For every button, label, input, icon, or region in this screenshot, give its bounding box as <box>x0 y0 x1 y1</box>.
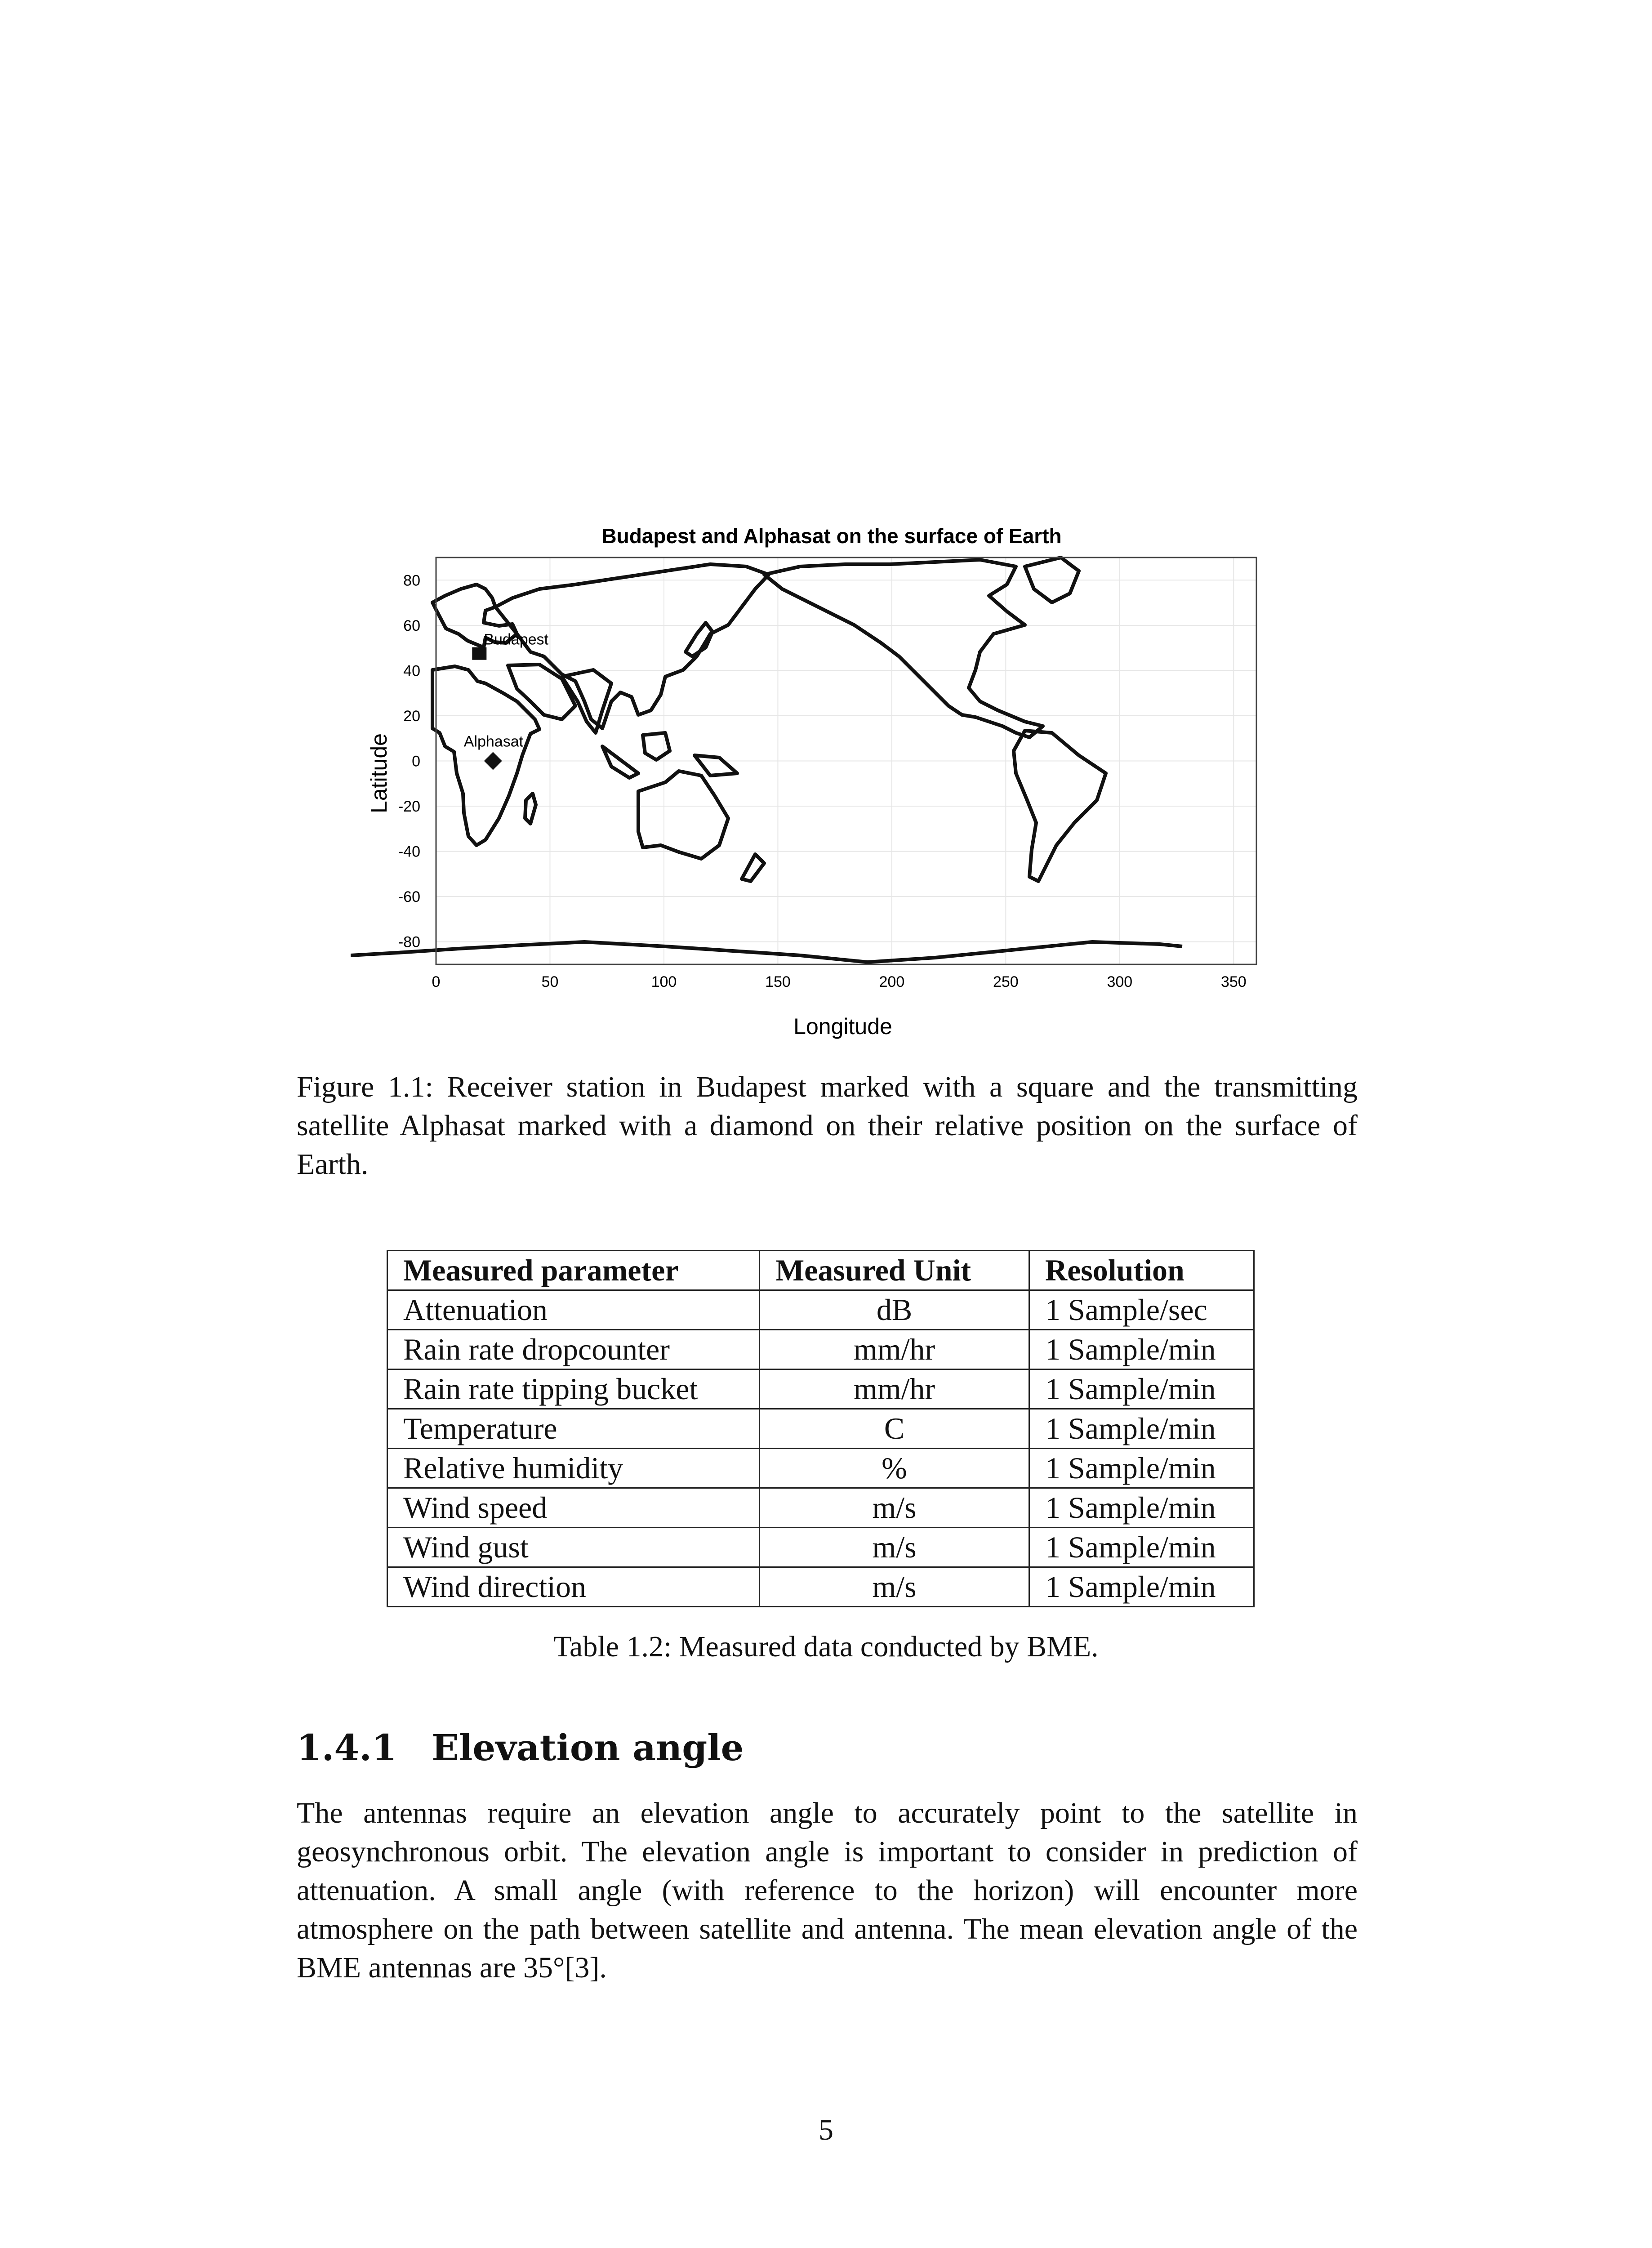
cell-parameter: Attenuation <box>387 1290 760 1330</box>
y-tick-label: -20 <box>398 798 420 816</box>
header-resolution: Resolution <box>1029 1251 1254 1290</box>
page-number: 5 <box>819 2114 833 2146</box>
coast-new-guinea <box>695 755 737 776</box>
y-tick-label: -40 <box>398 843 420 861</box>
cell-parameter: Temperature <box>387 1409 760 1449</box>
cell-resolution: 1 Sample/min <box>1029 1409 1254 1449</box>
coast-arabia <box>508 665 575 719</box>
cell-parameter: Wind direction <box>387 1567 760 1607</box>
header-unit: Measured Unit <box>760 1251 1029 1290</box>
coastlines <box>351 558 1182 962</box>
x-tick-label: 350 <box>1220 973 1247 990</box>
cell-resolution: 1 Sample/min <box>1029 1488 1254 1528</box>
y-tick-label: 80 <box>403 572 420 589</box>
cell-unit: m/s <box>760 1567 1029 1607</box>
cell-resolution: 1 Sample/min <box>1029 1369 1254 1409</box>
table-row <box>387 1369 1254 1409</box>
budapest-label: Budapest <box>484 631 548 648</box>
cell-parameter: Wind gust <box>387 1528 760 1567</box>
alphasat-label: Alphasat <box>463 733 524 750</box>
table-caption: Table 1.2: Measured data conducted by BME. <box>553 1630 1099 1663</box>
y-tick-label: 40 <box>403 662 420 680</box>
section-heading <box>297 1726 744 1769</box>
table-row <box>387 1330 1254 1369</box>
header-parameter: Measured parameter <box>387 1251 760 1290</box>
cell-parameter: Rain rate dropcounter <box>387 1330 760 1369</box>
x-tick-label: 250 <box>993 973 1019 990</box>
cell-parameter: Relative humidity <box>387 1449 760 1488</box>
table-row <box>387 1528 1254 1567</box>
coast-borneo <box>643 733 670 760</box>
budapest-square-marker <box>472 647 486 660</box>
coast-japan <box>686 623 712 656</box>
y-tick-label: 20 <box>403 707 420 725</box>
table-header-row <box>387 1251 1254 1290</box>
section-number: 1.4.1 <box>297 1726 397 1769</box>
measured-data-table <box>387 1250 1255 1607</box>
grid <box>436 558 1256 964</box>
cell-resolution: 1 Sample/min <box>1029 1567 1254 1607</box>
map-chart <box>351 522 1259 1043</box>
coast-new-zealand <box>742 854 764 881</box>
y-tick-label: 0 <box>412 753 420 770</box>
x-tick-label: 300 <box>1107 973 1133 990</box>
cell-parameter: Rain rate tipping bucket <box>387 1369 760 1409</box>
x-tick-label: 100 <box>651 973 677 990</box>
cell-resolution: 1 Sample/min <box>1029 1449 1254 1488</box>
cell-resolution: 1 Sample/min <box>1029 1330 1254 1369</box>
chart-title: Budapest and Alphasat on the surface of Earth <box>601 524 1062 548</box>
cell-unit: C <box>760 1409 1029 1449</box>
cell-unit: % <box>760 1449 1029 1488</box>
cell-unit: m/s <box>760 1528 1029 1567</box>
coast-madagascar <box>525 794 536 824</box>
x-axis-label: Longitude <box>793 1014 892 1039</box>
figure-world-map <box>351 522 1259 1043</box>
y-tick-label: 60 <box>403 617 420 634</box>
table-row <box>387 1488 1254 1528</box>
cell-unit: mm/hr <box>760 1330 1029 1369</box>
coast-antarctica <box>351 942 1182 962</box>
alphasat-diamond-marker <box>484 752 502 770</box>
x-tick-label: 0 <box>432 973 441 990</box>
y-axis-label: Latitude <box>366 733 392 813</box>
x-tick-label: 200 <box>879 973 905 990</box>
table-row <box>387 1290 1254 1330</box>
coast-australia <box>638 771 728 859</box>
cell-unit: m/s <box>760 1488 1029 1528</box>
section-title: Elevation angle <box>432 1726 744 1769</box>
x-tick-label: 50 <box>541 973 559 990</box>
table-row <box>387 1567 1254 1607</box>
figure-caption: Figure 1.1: Receiver station in Budapest marked with a square and the transmitting satellite Alphasat marked with a diamond on their relative position on the surface of Earth. <box>297 1070 1358 1181</box>
cell-unit: dB <box>760 1290 1029 1330</box>
table-row <box>387 1449 1254 1488</box>
cell-resolution: 1 Sample/min <box>1029 1528 1254 1567</box>
cell-unit: mm/hr <box>760 1369 1029 1409</box>
coast-north-america <box>764 560 1043 737</box>
cell-parameter: Wind speed <box>387 1488 760 1528</box>
table-row <box>387 1409 1254 1449</box>
body-paragraph: The antennas require an elevation angle to accurately point to the satellite in geosynchronous orbit. The elevation angle is important to consider in prediction of attenuation. A small angle (with reference to the horizon) will encounter more atmosphere on the path between satellite and antenna. The mean elevation angle of the BME antennas are 35°[3]. <box>297 1797 1358 1984</box>
x-tick-label: 150 <box>765 973 791 990</box>
cell-resolution: 1 Sample/sec <box>1029 1290 1254 1330</box>
coast-indonesia <box>602 746 638 778</box>
y-tick-label: -60 <box>398 888 420 906</box>
y-tick-label: -80 <box>398 933 420 951</box>
